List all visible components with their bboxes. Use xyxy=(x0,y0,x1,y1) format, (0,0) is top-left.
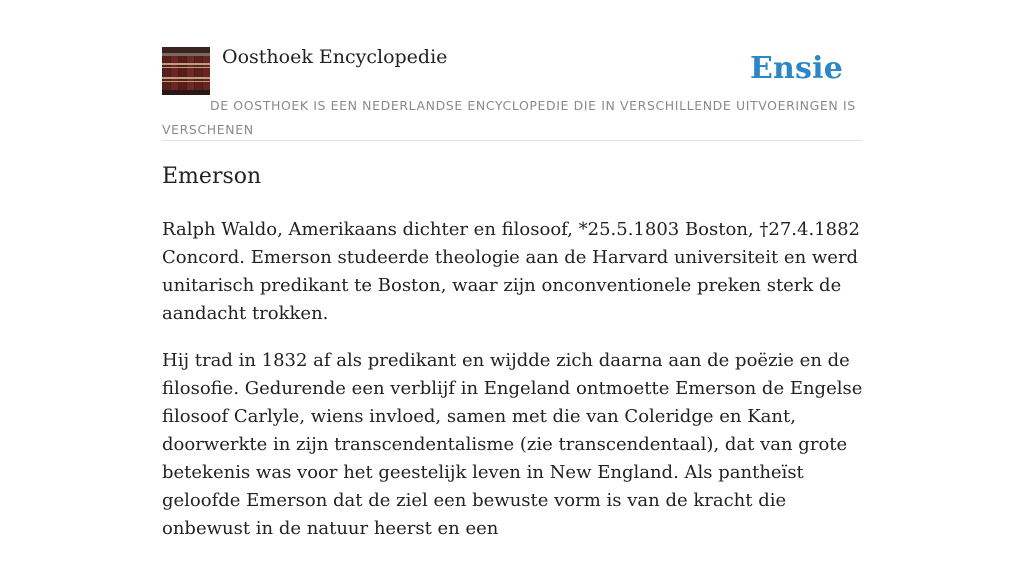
article-title: Emerson xyxy=(162,164,262,189)
article-paragraph: Hij trad in 1832 af als predikant en wijdde zich daarna aan de poëzie en de filosofie. Gedurende een verblijf in Engeland ontmoette Emerson de Engelse filosoof Carlyle, wiens invloed, samen met die van Coleridge en Kant, doorwerkte in zijn transcendentalisme (zie transcendentaal), dat van grote betekenis was voor het geestelijk leven in New England. Als pantheïst geloofde Emerson dat de ziel een bewuste vorm is van de kracht die onbewust in de natuur heerst en een xyxy=(162,350,863,539)
site-header xyxy=(162,44,862,141)
site-tagline: DE OOSTHOEK IS EEN NEDERLANDSE ENCYCLOPEDIE DIE IN VERSCHILLENDE UITVOERINGEN IS VERSCHENEN xyxy=(162,98,856,137)
books-icon xyxy=(162,47,210,95)
brand-logo-link[interactable]: Ensie xyxy=(749,51,843,86)
article-body xyxy=(162,216,864,562)
site-name-link[interactable]: Oosthoek Encyclopedie xyxy=(222,46,448,68)
article-paragraph: Ralph Waldo, Amerikaans dichter en filosoof, *25.5.1803 Boston, †27.4.1882 Concord. Emerson studeerde theologie aan de Harvard universiteit en werd unitarisch predikant te Boston, waar zijn onconventionele preken sterk de aandacht trokken. xyxy=(162,219,860,324)
encyclopedia-books-avatar[interactable] xyxy=(162,47,210,95)
